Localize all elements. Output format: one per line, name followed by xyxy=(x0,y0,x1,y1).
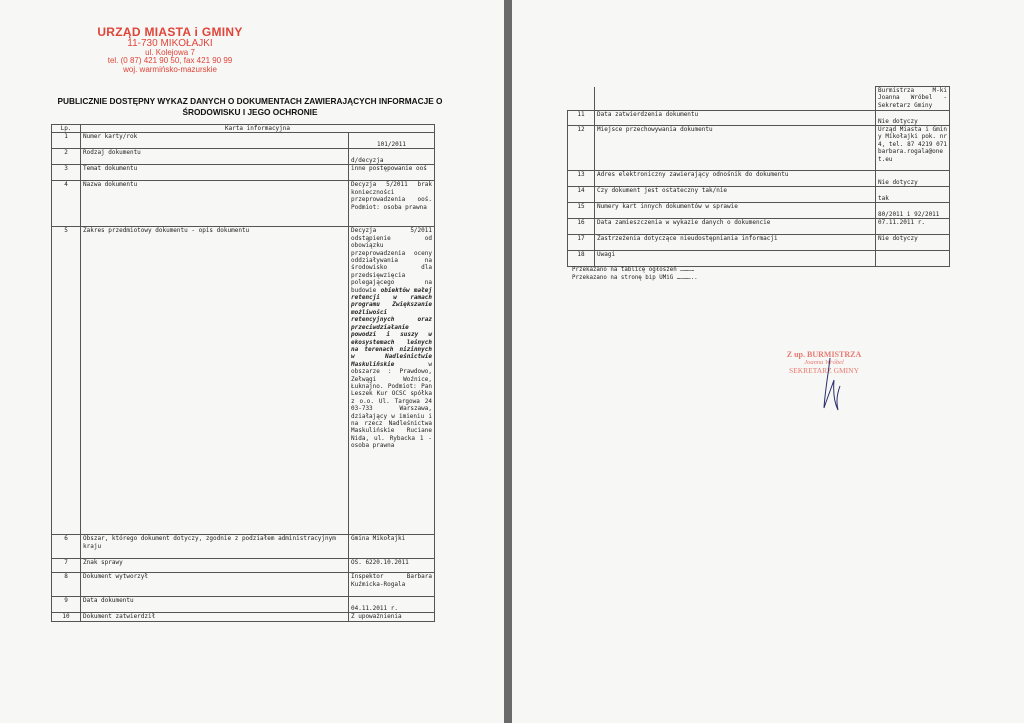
table-row xyxy=(568,87,950,111)
row-number: 13 xyxy=(568,171,595,187)
table-row xyxy=(52,597,435,613)
row-value-part-1: Decyzja 5/2011 odstąpienie od obowiązku przeprowadzenia oceny oddziaływania na środowisko dla przedsięwzięcia polegającego na budowie xyxy=(351,227,432,294)
row-number: 15 xyxy=(568,203,595,219)
table-row xyxy=(52,149,435,165)
table-row xyxy=(52,573,435,597)
row-value xyxy=(349,227,435,535)
signature-stamp-line-2: Joanna Wróbel xyxy=(804,359,844,367)
row-number: 6 xyxy=(52,535,81,559)
table-row xyxy=(52,613,435,622)
row-label: Temat dokumentu xyxy=(81,165,349,181)
row-label: Data zamieszczenia w wykazie danych o dokumencie xyxy=(595,219,876,235)
row-value: OS. 6220.10.2011 xyxy=(349,559,435,573)
stamp-line-1: URZĄD MIASTA i GMINY xyxy=(97,25,243,39)
row-value: Nie dotyczy xyxy=(876,111,950,126)
row-label: Miejsce przechowywania dokumentu xyxy=(595,126,876,171)
row-number: 10 xyxy=(52,613,81,622)
header-title: Karta informacyjna xyxy=(81,125,435,133)
row-value: Gmina Mikołajki xyxy=(349,535,435,559)
row-value: Urząd Miasta i Gminy Mikołajki pok. nr 4, tel. 87 4219 071 barbara.rogala@onet.eu xyxy=(876,126,950,171)
row-number: 17 xyxy=(568,235,595,251)
row-label: Nazwa dokumentu xyxy=(81,181,349,227)
row-value: Inspektor Barbara Kuźmicka-Rogala xyxy=(349,573,435,597)
table-row xyxy=(568,171,950,187)
stamp-line-2: 11-730 MIKOŁAJKI xyxy=(127,37,213,49)
row-label: Zastrzeżenia dotyczące nieudostępniania informacji xyxy=(595,235,876,251)
row-number: 9 xyxy=(52,597,81,613)
row-number: 2 xyxy=(52,149,81,165)
row-label: Data dokumentu xyxy=(81,597,349,613)
row-value: 04.11.2011 r. xyxy=(349,597,435,613)
row-value: d/decyzja xyxy=(349,149,435,165)
table-row xyxy=(568,203,950,219)
approver-value: Burmistrza M-ki Joanna Wróbel - Sekretarz Gminy xyxy=(876,87,950,111)
row-value: 07.11.2011 r. xyxy=(876,219,950,235)
note-notice-board: Przekazano na tablicę ogłoszeń ………… xyxy=(572,267,695,273)
row-label: Numery kart innych dokumentów w sprawie xyxy=(595,203,876,219)
row-value: Nie dotyczy xyxy=(876,235,950,251)
table-row xyxy=(52,165,435,181)
row-number: 4 xyxy=(52,181,81,227)
row-label: Dokument zatwierdził xyxy=(81,613,349,622)
row-label: Znak sprawy xyxy=(81,559,349,573)
row-label: Obszar, którego dokument dotyczy, zgodnie z podziałem administracyjnym kraju xyxy=(81,535,349,559)
row-value: tak xyxy=(876,187,950,203)
row-label: Rodzaj dokumentu xyxy=(81,149,349,165)
row-label: Numer karty/rok xyxy=(81,133,349,149)
right-page xyxy=(512,0,1024,723)
row-label: Data zatwierdzenia dokumentu xyxy=(595,111,876,126)
row-value: 101/2011 xyxy=(349,133,435,149)
information-card-table-continued xyxy=(567,86,950,267)
row-number: 14 xyxy=(568,187,595,203)
empty-cell xyxy=(568,87,595,111)
row-number: 11 xyxy=(568,111,595,126)
row-value xyxy=(876,251,950,267)
note-bip-page: Przekazano na stronę bip UMiG ………….. xyxy=(572,275,698,281)
row-number: 3 xyxy=(52,165,81,181)
row-label: Dokument wytworzył xyxy=(81,573,349,597)
information-card-table xyxy=(51,124,435,622)
row-value: Decyzja 5/2011 brak konieczności przeprowadzenia ooś. Podmiot: osoba prawna xyxy=(349,181,435,227)
table-row xyxy=(52,227,435,535)
table-row xyxy=(568,187,950,203)
table-header-row xyxy=(52,125,435,133)
table-row xyxy=(568,235,950,251)
header-lp: Lp. xyxy=(52,125,81,133)
row-number: 12 xyxy=(568,126,595,171)
row-value: 80/2011 i 92/2011 xyxy=(876,203,950,219)
row-label: Czy dokument jest ostateczny tak/nie xyxy=(595,187,876,203)
document-heading: PUBLICZNIE DOSTĘPNY WYKAZ DANYCH O DOKUMENTACH ZAWIERAJĄCYCH INFORMACJE O ŚRODOWISKU I JEGO OCHRONIE xyxy=(57,96,443,117)
table-row xyxy=(568,126,950,171)
handwritten-signature-icon xyxy=(816,356,846,416)
row-value: Z upoważnienia xyxy=(349,613,435,622)
row-value: Nie dotyczy xyxy=(876,171,950,187)
row-value-part-3: w obszarze : Prawdowo, Zełwągi Woźnice, Łuknajno. Podmiot: Pan Leszek Kur OCSC spółka z o.o. Ul. Targowa 24 03-733 Warszawa, działający w imieniu i na rzecz Nadleśnictwa Maskulińskie Ruciane Nida, ul. Rybacka 1 - osoba prawna xyxy=(351,360,432,450)
table-row xyxy=(568,219,950,235)
row-number: 8 xyxy=(52,573,81,597)
office-stamp xyxy=(95,26,245,74)
row-number: 7 xyxy=(52,559,81,573)
table-row xyxy=(52,559,435,573)
table-row xyxy=(52,181,435,227)
table-row xyxy=(568,251,950,267)
empty-cell xyxy=(595,87,876,111)
table-row xyxy=(52,133,435,149)
stamp-line-3: ul. Kolejowa 7 xyxy=(145,48,195,58)
row-value-emphasis: obiektów małej retencji w ramach programu Zwiększanie możliwości retencyjnych oraz przeciwdziałanie powodzi i suszy w ekosystemach leśnych na terenach nizinnych w Nadleśnictwie Maskulińskie xyxy=(351,286,432,368)
table-row xyxy=(568,111,950,126)
row-number: 16 xyxy=(568,219,595,235)
left-page xyxy=(0,0,504,723)
row-number: 1 xyxy=(52,133,81,149)
row-number: 18 xyxy=(568,251,595,267)
table-row xyxy=(52,535,435,559)
row-value: inne postępowanie ooś xyxy=(349,165,435,181)
signature-stamp-line-3: SEKRETARZ GMINY xyxy=(788,365,860,375)
row-label: Zakres przedmiotowy dokumentu - opis dokumentu xyxy=(81,227,349,535)
row-number: 5 xyxy=(52,227,81,535)
row-label: Uwagi xyxy=(595,251,876,267)
stamp-line-4: tel. (0 87) 421 90 50, fax 421 90 99 xyxy=(107,56,233,66)
signature-stamp-line-1: Z up. BURMISTRZA xyxy=(786,350,862,359)
row-label: Adres elektroniczny zawierający odnośnik do dokumentu xyxy=(595,171,876,187)
stamp-line-5: woj. warmińsko-mazurskie xyxy=(123,64,217,74)
